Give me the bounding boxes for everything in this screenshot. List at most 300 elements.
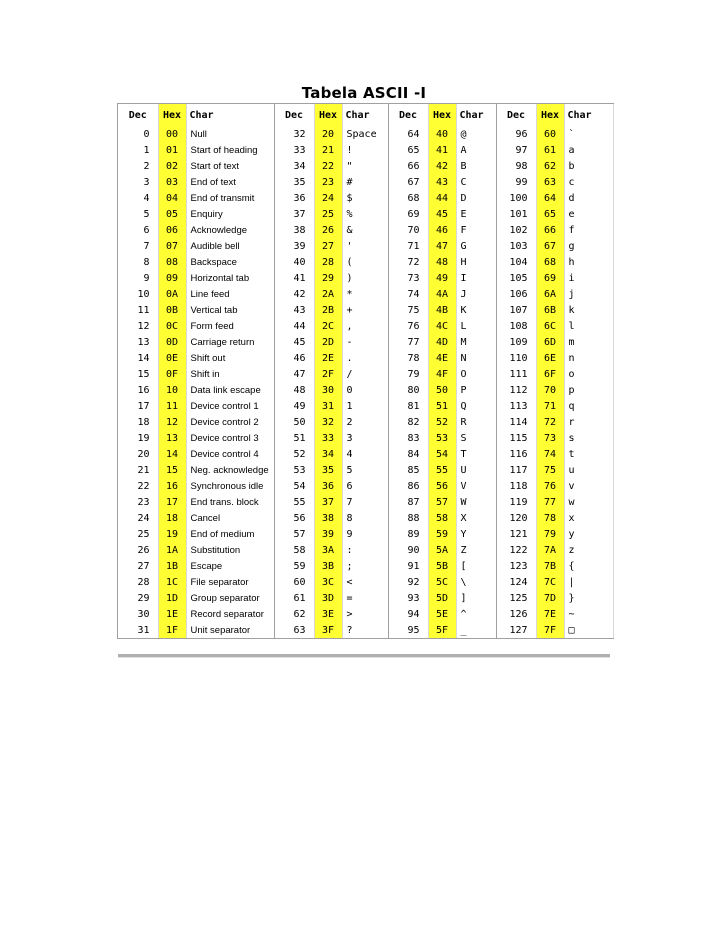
table-row <box>118 510 613 526</box>
cell-char: l <box>564 318 613 334</box>
cell-hex: 13 <box>158 430 186 446</box>
cell-dec: 62 <box>274 606 314 622</box>
cell-char: K <box>456 302 496 318</box>
cell-hex: 34 <box>314 446 342 462</box>
cell-dec: 58 <box>274 542 314 558</box>
cell-char: Audible bell <box>186 238 274 254</box>
cell-char: r <box>564 414 613 430</box>
cell-char: g <box>564 238 613 254</box>
cell-char: Escape <box>186 558 274 574</box>
cell-dec: 109 <box>496 334 536 350</box>
cell-dec: 65 <box>388 142 428 158</box>
cell-hex: 6A <box>536 286 564 302</box>
cell-hex: 2F <box>314 366 342 382</box>
cell-dec: 126 <box>496 606 536 622</box>
ascii-table <box>118 104 614 638</box>
cell-dec: 118 <box>496 478 536 494</box>
cell-hex: 23 <box>314 174 342 190</box>
cell-char: 5 <box>342 462 388 478</box>
cell-dec: 8 <box>118 254 158 270</box>
cell-hex: 37 <box>314 494 342 510</box>
cell-dec: 91 <box>388 558 428 574</box>
cell-hex: 38 <box>314 510 342 526</box>
header-dec-2: Dec <box>388 104 428 126</box>
cell-hex: 25 <box>314 206 342 222</box>
cell-char: + <box>342 302 388 318</box>
cell-dec: 124 <box>496 574 536 590</box>
cell-dec: 40 <box>274 254 314 270</box>
cell-dec: 1 <box>118 142 158 158</box>
cell-hex: 7C <box>536 574 564 590</box>
cell-char: ! <box>342 142 388 158</box>
cell-hex: 74 <box>536 446 564 462</box>
cell-hex: 4C <box>428 318 456 334</box>
cell-dec: 44 <box>274 318 314 334</box>
cell-dec: 114 <box>496 414 536 430</box>
cell-dec: 72 <box>388 254 428 270</box>
cell-char: d <box>564 190 613 206</box>
cell-dec: 12 <box>118 318 158 334</box>
cell-char: S <box>456 430 496 446</box>
cell-char: B <box>456 158 496 174</box>
cell-hex: 3B <box>314 558 342 574</box>
cell-dec: 71 <box>388 238 428 254</box>
cell-hex: 41 <box>428 142 456 158</box>
cell-hex: 49 <box>428 270 456 286</box>
cell-char: 2 <box>342 414 388 430</box>
cell-dec: 123 <box>496 558 536 574</box>
cell-hex: 4A <box>428 286 456 302</box>
header-char-2: Char <box>456 104 496 126</box>
cell-char: Carriage return <box>186 334 274 350</box>
cell-char: C <box>456 174 496 190</box>
cell-dec: 89 <box>388 526 428 542</box>
cell-hex: 36 <box>314 478 342 494</box>
cell-char: < <box>342 574 388 590</box>
cell-char: ] <box>456 590 496 606</box>
cell-hex: 56 <box>428 478 456 494</box>
cell-hex: 07 <box>158 238 186 254</box>
table-row <box>118 350 613 366</box>
cell-dec: 42 <box>274 286 314 302</box>
cell-dec: 100 <box>496 190 536 206</box>
cell-hex: 71 <box>536 398 564 414</box>
cell-dec: 90 <box>388 542 428 558</box>
cell-char: \ <box>456 574 496 590</box>
cell-char: k <box>564 302 613 318</box>
cell-dec: 36 <box>274 190 314 206</box>
cell-hex: 40 <box>428 126 456 142</box>
cell-char: a <box>564 142 613 158</box>
table-row <box>118 494 613 510</box>
cell-char: File separator <box>186 574 274 590</box>
cell-hex: 43 <box>428 174 456 190</box>
cell-char: . <box>342 350 388 366</box>
cell-dec: 111 <box>496 366 536 382</box>
cell-hex: 24 <box>314 190 342 206</box>
cell-hex: 3E <box>314 606 342 622</box>
cell-char: Enquiry <box>186 206 274 222</box>
cell-char: X <box>456 510 496 526</box>
cell-hex: 4D <box>428 334 456 350</box>
cell-char: ~ <box>564 606 613 622</box>
cell-char: Neg. acknowledge <box>186 462 274 478</box>
cell-char: H <box>456 254 496 270</box>
cell-char: Acknowledge <box>186 222 274 238</box>
cell-dec: 86 <box>388 478 428 494</box>
cell-dec: 49 <box>274 398 314 414</box>
cell-char: , <box>342 318 388 334</box>
cell-dec: 20 <box>118 446 158 462</box>
cell-hex: 2B <box>314 302 342 318</box>
cell-hex: 1C <box>158 574 186 590</box>
table-header-row <box>118 104 613 126</box>
cell-char: " <box>342 158 388 174</box>
cell-dec: 57 <box>274 526 314 542</box>
cell-hex: 29 <box>314 270 342 286</box>
cell-hex: 5B <box>428 558 456 574</box>
cell-char: Space <box>342 126 388 142</box>
cell-hex: 6C <box>536 318 564 334</box>
table-row <box>118 558 613 574</box>
cell-hex: 78 <box>536 510 564 526</box>
cell-hex: 30 <box>314 382 342 398</box>
cell-hex: 45 <box>428 206 456 222</box>
cell-hex: 3C <box>314 574 342 590</box>
cell-hex: 69 <box>536 270 564 286</box>
cell-char: q <box>564 398 613 414</box>
cell-dec: 82 <box>388 414 428 430</box>
cell-dec: 108 <box>496 318 536 334</box>
cell-hex: 67 <box>536 238 564 254</box>
table-row <box>118 526 613 542</box>
cell-char: & <box>342 222 388 238</box>
cell-hex: 75 <box>536 462 564 478</box>
cell-dec: 34 <box>274 158 314 174</box>
cell-char: F <box>456 222 496 238</box>
cell-char: * <box>342 286 388 302</box>
horizontal-rule <box>118 654 610 658</box>
cell-dec: 105 <box>496 270 536 286</box>
cell-char: 4 <box>342 446 388 462</box>
cell-char: Z <box>456 542 496 558</box>
cell-char: Start of text <box>186 158 274 174</box>
cell-char: I <box>456 270 496 286</box>
cell-char: % <box>342 206 388 222</box>
cell-dec: 121 <box>496 526 536 542</box>
cell-dec: 74 <box>388 286 428 302</box>
cell-hex: 1B <box>158 558 186 574</box>
table-row <box>118 286 613 302</box>
cell-char: Unit separator <box>186 622 274 638</box>
cell-dec: 21 <box>118 462 158 478</box>
cell-hex: 39 <box>314 526 342 542</box>
cell-char: P <box>456 382 496 398</box>
cell-hex: 2E <box>314 350 342 366</box>
cell-hex: 1F <box>158 622 186 638</box>
cell-dec: 41 <box>274 270 314 286</box>
table-row <box>118 574 613 590</box>
cell-char: 3 <box>342 430 388 446</box>
cell-dec: 75 <box>388 302 428 318</box>
cell-hex: 15 <box>158 462 186 478</box>
cell-dec: 112 <box>496 382 536 398</box>
cell-dec: 115 <box>496 430 536 446</box>
cell-hex: 54 <box>428 446 456 462</box>
cell-char: End of medium <box>186 526 274 542</box>
cell-hex: 6D <box>536 334 564 350</box>
table-row <box>118 382 613 398</box>
cell-char: | <box>564 574 613 590</box>
ascii-table-container <box>117 103 614 639</box>
cell-hex: 7D <box>536 590 564 606</box>
cell-hex: 53 <box>428 430 456 446</box>
cell-char: Cancel <box>186 510 274 526</box>
cell-hex: 26 <box>314 222 342 238</box>
cell-char: Backspace <box>186 254 274 270</box>
cell-char: Data link escape <box>186 382 274 398</box>
cell-hex: 28 <box>314 254 342 270</box>
cell-char: D <box>456 190 496 206</box>
cell-hex: 48 <box>428 254 456 270</box>
cell-char: O <box>456 366 496 382</box>
page-title: Tabela ASCII -I <box>301 84 427 102</box>
cell-hex: 7F <box>536 622 564 638</box>
cell-dec: 67 <box>388 174 428 190</box>
cell-hex: 04 <box>158 190 186 206</box>
cell-char: ( <box>342 254 388 270</box>
cell-dec: 116 <box>496 446 536 462</box>
header-hex-3: Hex <box>536 104 564 126</box>
cell-dec: 6 <box>118 222 158 238</box>
cell-char: e <box>564 206 613 222</box>
cell-char: T <box>456 446 496 462</box>
cell-hex: 12 <box>158 414 186 430</box>
table-row <box>118 446 613 462</box>
cell-dec: 26 <box>118 542 158 558</box>
cell-dec: 64 <box>388 126 428 142</box>
cell-dec: 52 <box>274 446 314 462</box>
header-char-3: Char <box>564 104 613 126</box>
cell-char: ? <box>342 622 388 638</box>
cell-hex: 0B <box>158 302 186 318</box>
cell-hex: 3D <box>314 590 342 606</box>
cell-dec: 63 <box>274 622 314 638</box>
cell-dec: 33 <box>274 142 314 158</box>
cell-char: M <box>456 334 496 350</box>
cell-hex: 76 <box>536 478 564 494</box>
table-row <box>118 590 613 606</box>
cell-char: W <box>456 494 496 510</box>
table-row <box>118 622 613 638</box>
cell-hex: 52 <box>428 414 456 430</box>
cell-char: □ <box>564 622 613 638</box>
cell-dec: 104 <box>496 254 536 270</box>
cell-char: End of transmit <box>186 190 274 206</box>
cell-hex: 59 <box>428 526 456 542</box>
cell-dec: 102 <box>496 222 536 238</box>
cell-dec: 107 <box>496 302 536 318</box>
cell-char: ^ <box>456 606 496 622</box>
cell-hex: 58 <box>428 510 456 526</box>
cell-dec: 23 <box>118 494 158 510</box>
cell-char: Device control 3 <box>186 430 274 446</box>
cell-hex: 46 <box>428 222 456 238</box>
table-row <box>118 366 613 382</box>
cell-dec: 46 <box>274 350 314 366</box>
cell-hex: 03 <box>158 174 186 190</box>
cell-hex: 5E <box>428 606 456 622</box>
header-hex-2: Hex <box>428 104 456 126</box>
cell-char: Substitution <box>186 542 274 558</box>
cell-hex: 5F <box>428 622 456 638</box>
cell-char: ` <box>564 126 613 142</box>
cell-dec: 92 <box>388 574 428 590</box>
cell-char: f <box>564 222 613 238</box>
cell-dec: 31 <box>118 622 158 638</box>
cell-hex: 63 <box>536 174 564 190</box>
cell-dec: 85 <box>388 462 428 478</box>
cell-dec: 18 <box>118 414 158 430</box>
cell-char: G <box>456 238 496 254</box>
table-row <box>118 126 613 142</box>
cell-char: i <box>564 270 613 286</box>
cell-hex: 0A <box>158 286 186 302</box>
table-row <box>118 478 613 494</box>
cell-hex: 7B <box>536 558 564 574</box>
cell-dec: 9 <box>118 270 158 286</box>
cell-hex: 5C <box>428 574 456 590</box>
cell-hex: 22 <box>314 158 342 174</box>
cell-hex: 21 <box>314 142 342 158</box>
cell-char: m <box>564 334 613 350</box>
cell-hex: 2A <box>314 286 342 302</box>
cell-dec: 11 <box>118 302 158 318</box>
cell-char: c <box>564 174 613 190</box>
table-row <box>118 174 613 190</box>
cell-dec: 113 <box>496 398 536 414</box>
cell-dec: 122 <box>496 542 536 558</box>
table-row <box>118 206 613 222</box>
cell-dec: 19 <box>118 430 158 446</box>
cell-dec: 120 <box>496 510 536 526</box>
cell-char: _ <box>456 622 496 638</box>
cell-char: Vertical tab <box>186 302 274 318</box>
cell-hex: 02 <box>158 158 186 174</box>
cell-hex: 66 <box>536 222 564 238</box>
cell-hex: 4B <box>428 302 456 318</box>
cell-char: Q <box>456 398 496 414</box>
cell-dec: 3 <box>118 174 158 190</box>
cell-char: End of text <box>186 174 274 190</box>
cell-char: 0 <box>342 382 388 398</box>
cell-char: z <box>564 542 613 558</box>
cell-dec: 29 <box>118 590 158 606</box>
cell-dec: 69 <box>388 206 428 222</box>
cell-char: E <box>456 206 496 222</box>
cell-char: ' <box>342 238 388 254</box>
cell-dec: 30 <box>118 606 158 622</box>
cell-hex: 18 <box>158 510 186 526</box>
cell-hex: 2D <box>314 334 342 350</box>
cell-hex: 10 <box>158 382 186 398</box>
table-row <box>118 302 613 318</box>
cell-dec: 101 <box>496 206 536 222</box>
cell-hex: 32 <box>314 414 342 430</box>
cell-char: End trans. block <box>186 494 274 510</box>
cell-char: ) <box>342 270 388 286</box>
cell-char: y <box>564 526 613 542</box>
cell-dec: 106 <box>496 286 536 302</box>
cell-dec: 43 <box>274 302 314 318</box>
cell-char: t <box>564 446 613 462</box>
cell-dec: 119 <box>496 494 536 510</box>
cell-dec: 70 <box>388 222 428 238</box>
cell-dec: 66 <box>388 158 428 174</box>
cell-dec: 55 <box>274 494 314 510</box>
cell-char: 1 <box>342 398 388 414</box>
cell-dec: 4 <box>118 190 158 206</box>
cell-dec: 77 <box>388 334 428 350</box>
table-row <box>118 238 613 254</box>
cell-dec: 10 <box>118 286 158 302</box>
cell-hex: 3F <box>314 622 342 638</box>
cell-hex: 7A <box>536 542 564 558</box>
cell-dec: 99 <box>496 174 536 190</box>
cell-hex: 42 <box>428 158 456 174</box>
table-row <box>118 142 613 158</box>
cell-dec: 83 <box>388 430 428 446</box>
cell-hex: 6B <box>536 302 564 318</box>
cell-char: Form feed <box>186 318 274 334</box>
cell-char: Y <box>456 526 496 542</box>
cell-hex: 61 <box>536 142 564 158</box>
cell-dec: 56 <box>274 510 314 526</box>
cell-dec: 76 <box>388 318 428 334</box>
cell-hex: 50 <box>428 382 456 398</box>
cell-dec: 103 <box>496 238 536 254</box>
table-row <box>118 414 613 430</box>
cell-hex: 79 <box>536 526 564 542</box>
cell-hex: 55 <box>428 462 456 478</box>
cell-char: = <box>342 590 388 606</box>
cell-dec: 0 <box>118 126 158 142</box>
cell-char: Group separator <box>186 590 274 606</box>
table-row <box>118 430 613 446</box>
cell-char: Record separator <box>186 606 274 622</box>
cell-hex: 2C <box>314 318 342 334</box>
cell-dec: 117 <box>496 462 536 478</box>
cell-hex: 19 <box>158 526 186 542</box>
table-row <box>118 334 613 350</box>
cell-char: A <box>456 142 496 158</box>
cell-char: $ <box>342 190 388 206</box>
cell-dec: 22 <box>118 478 158 494</box>
cell-dec: 7 <box>118 238 158 254</box>
cell-dec: 87 <box>388 494 428 510</box>
cell-hex: 09 <box>158 270 186 286</box>
cell-char: Device control 4 <box>186 446 274 462</box>
cell-dec: 37 <box>274 206 314 222</box>
table-row <box>118 462 613 478</box>
cell-dec: 96 <box>496 126 536 142</box>
cell-char: Device control 1 <box>186 398 274 414</box>
cell-char: [ <box>456 558 496 574</box>
cell-char: 7 <box>342 494 388 510</box>
cell-dec: 54 <box>274 478 314 494</box>
cell-hex: 0C <box>158 318 186 334</box>
cell-hex: 64 <box>536 190 564 206</box>
